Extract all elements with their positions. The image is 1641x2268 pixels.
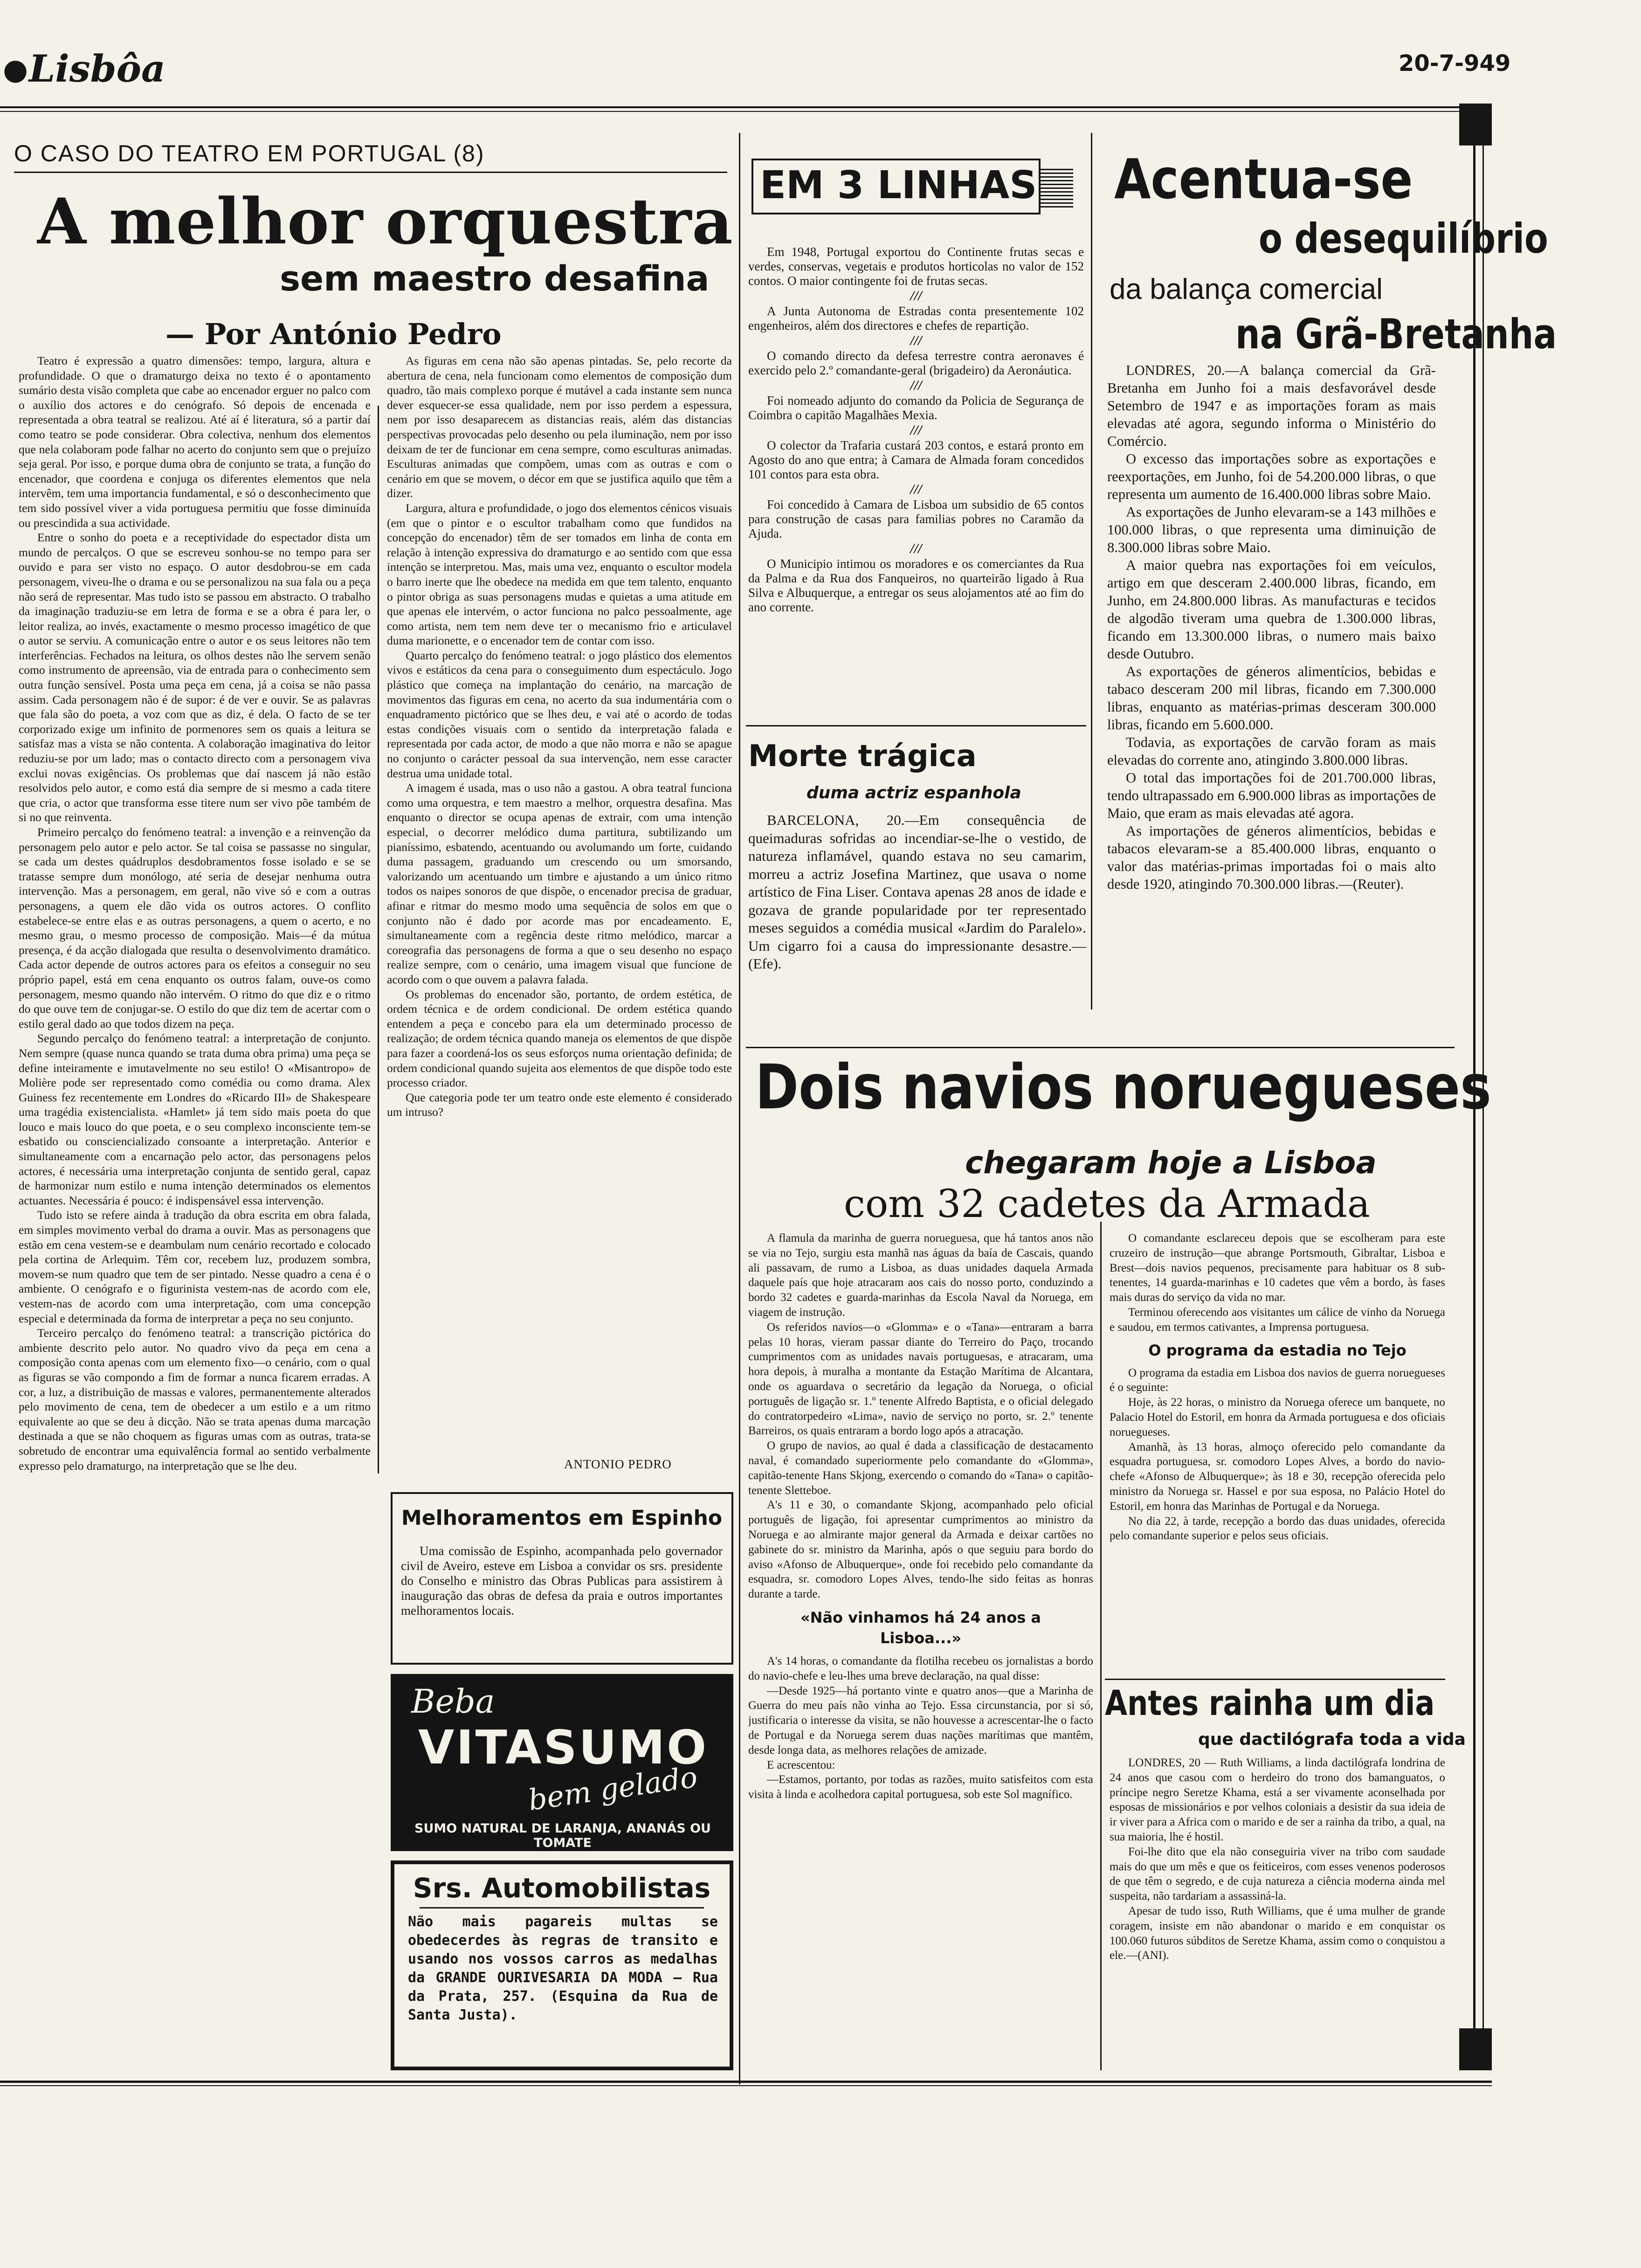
teatro-paragraph: Largura, altura e profundidade, o jogo dos elementos cénicos visuais (em que o pintor e o escultor trabalham como que fundidos na concepção do encenador) têm de ser tomados em linha de conta em relação à intenção expressiva do dramaturgo e ao sentido com que essa intenção se interpretou. Mas, mais uma vez, enquanto o escultor modela o barro inerte que lhe obedece na medida em que tem talento, enquanto o pintor obriga as suas personagens mudas e quietas a uma atitude em que apenas ele intervém, o actor funciona no palco pessoalmente, age como artista, nem tem nem deve ter o mecanismo frio e articulavel duma marionette, e o encenador tem de contar com isso. [387, 501, 732, 648]
navios-paragraph: A flamula da marinha de guerra norueguesa, que há tantos anos não se via no Tejo, surgiu esta manhã nas águas da baía de Cascais, quando ali passavam, de rumo a Lisboa, as duas unidades daquela Armada daquele país que hoje atracaram aos cais do nosso porto, conduzindo a bordo 32 cadetes e guarda-marinhas da Escola Naval da Noruega, em viagem de instrução. [748, 1232, 1093, 1319]
rainha-paragraph: LONDRES, 20 — Ruth Williams, a linda dactilógrafa londrina de 24 anos que casou com o herdeiro do trono dos bamanguatos, o príncipe negro Seretze Khama, está a ser vivamente aconselhada por esposas de missionários e por velhos coloniais a desistir da sua ideia de ir viver para a Africa com o marido e de ser a rainha da tribo, a qual, na sua maioria, lhe é hostil. [1110, 1756, 1445, 1843]
em3linhas-hatch [1041, 168, 1073, 207]
navios-paragraph: —Estamos, portanto, por todas as razões, muito satisfeitos com esta visita à linda e acolhedora capital portuguesa, sob este Sol magnífico. [748, 1773, 1093, 1801]
column-rule [378, 406, 379, 1473]
teatro-paragraph: Terceiro percalço do fenómeno teatral: a transcrição pictórica do ambiente descrito pelo autor. No quadro vivo da peça em cena a composição conta apenas com um elemento fixo—o cenário, com o qual as figuras se vão compondo a fim de formar a nunca ficarem erradas. A cor, a luz, a distribuição de massas e valores, permanentemente alterados pelo movimento de cena, tem de obedecer a um estilo e a um ritmo equivalente ao que se deu à dicção. Não se trata apenas duma marcação destinada a que se não choquem as figuras umas com as outras, trata-se sobretudo de encontrar uma equivalência formal ao sentido verbalmente expresso pelo dramaturgo, na interpretação que se lhe deu. [19, 1326, 371, 1473]
bottom-rule [0, 2081, 1492, 2083]
column-rule [739, 133, 740, 2084]
morte-subtitle: duma actriz espanhola [807, 783, 1021, 802]
masthead-bullet: ● [3, 52, 28, 86]
em3linhas-item: Foi concedido à Camara de Lisboa um subsidio de 65 contos para construção de casas para familias pobres no Caramão da Ajuda. [748, 498, 1084, 540]
series-underline [14, 172, 727, 173]
separator-slashes: /// [910, 482, 922, 497]
navios-headline: Dois navios noruegueses [755, 1051, 1491, 1123]
teatro-signature: ANTONIO PEDRO [564, 1457, 672, 1471]
teatro-paragraph: Os problemas do encenador são, portanto, de ordem estética, de ordem técnica e de ordem condicional. De ordem estética quando entendem a peça e concebo para ela um determinado processo de realização; de ordem técnica quando maneja os elementos de que dispõe para fazer a coordená-los os seus esforços numa orientação definida; de ordem condicional quando sujeita aos elementos de que dispõe todo este processo criador. [387, 987, 732, 1090]
acentua-paragraph: As exportações de géneros alimentícios, bebidas e tabaco desceram 200 mil libras, ficando em 7.300.000 libras, enquanto as matérias-primas desceram 300.000 libras, ficando em 5.600.000. [1107, 664, 1436, 733]
navios-paragraph: Amanhã, às 13 horas, almoço oferecido pelo comandante da esquadra portuguesa, sr. comodoro Lopes Alves, a bordo do navio-chefe «Afonso de Albuquerque»; às 18 e 30, recepção oferecida pelo ministro da Noruega sr. Hassel e por sua esposa, no Palácio Hotel do Estoril, em honra das Marinhas de Portugal e da Noruega. [1110, 1440, 1445, 1513]
em3linhas-title: EM 3 LINHAS [760, 163, 1037, 207]
rainha-paragraph: Apesar de tudo isso, Ruth Williams, que é uma mulher de grande coragem, insiste em não abandonar o marido e em conquistar os 100.060 futuros súbditos de Seretze Khama, assim como o conquistou a ele.—(ANI). [1110, 1904, 1445, 1962]
navios-paragraph: O grupo de navios, ao qual é dada a classificação de destacamento naval, é comandado superiormente pelo comandante do «Glomma», capitão-tenente Hans Skjong, exercendo o comando do «Tana» o capitão-tenente Sletteboe. [748, 1439, 1093, 1497]
espinho-title: Melhoramentos em Espinho [401, 1506, 723, 1530]
navios-paragraph: —Desde 1925—há portanto vinte e quatro anos—que a Marinha de Guerra do meu país não vinha ao Tejo. Essa circunstancia, por si só, justificaria o interesse da visita, se não houvesse a acrescentar-lhe o facto de Portugal e da Noruega serem duas nações marítimas que mantêm, desde longa data, as melhores relações de amizade. [748, 1684, 1093, 1756]
bottom-rule-thin [0, 2085, 1492, 2086]
separator-slashes: /// [910, 422, 922, 438]
series-title: O CASO DO TEATRO EM PORTUGAL (8) [14, 140, 485, 166]
navios-paragraph: Terminou oferecendo aos visitantes um cálice de vinho da Noruega e saudou, em termos cativantes, a Imprensa portuguesa. [1110, 1306, 1445, 1334]
teatro-paragraph: Quarto percalço do fenómeno teatral: o jogo plástico dos elementos vivos e estáticos da cena para o conseguimento dum espectáculo. Jogo plástico que começa na implantação do cenário, na marcação de movimentos das figuras em cena, no acerto da sua indumentária com o enquadramento pictórico que se lhes deu, e vai até o acordo de todas estas condições visuais com o sentido da interpretação falada e representada por cada actor, de modo a que não morra e não se apague no conjunto o carácter pessoal da sua intervenção, nem esse caracter destrua uma unidade total. [387, 648, 732, 780]
navios-deck-1: chegaram hoje a Lisboa [965, 1145, 1377, 1181]
separator-slashes: /// [910, 541, 922, 556]
teatro-subheadline: sem maestro desafina [280, 259, 710, 299]
teatro-paragraph: Segundo percalço do fenómeno teatral: a interpretação de conjunto. Nem sempre (quase nunca quando se trata duma obra prima) uma peça se define inteiramente e imutavelmente no seu estilo! O «Misantropo» de Molière pode ser representado como comédia ou como drama. Alex Guiness fez recentemente em Londres do «Ricardo III» de Shakespeare uma tragédia existencialista. «Hamlet» já tem sido mais poeta do que louco e mais louco do que poeta, e o seu complexo inconsciente tem-se esbatido ou consciencializado consoante a interpretação. Anterior e simultaneamente com a encarnação pelo actor, das personagens pelos actores, é necessária uma interpretação conjunta de sentido geral, capaz de harmonizar num estilo e numa intenção determinados os elementos actuantes. Necessária é pouco: é indispensável essa intervenção. [19, 1031, 371, 1207]
em3linhas-item: O Municipio intimou os moradores e os comerciantes da Rua da Palma e da Rua dos Fanqueiros, no quarteirão ligado à Rua Silva e Albuquerque, a entregar os seus alojamentos até ao fim do ano corrente. [748, 557, 1084, 614]
acentua-text [1107, 361, 1436, 893]
teatro-series-label [14, 140, 741, 167]
acentua-paragraph: A maior quebra nas exportações foi em veículos, artigo em que desceram 2.400.000 libras, ficando, em Junho, em 24.800.000 libras. As manufacturas e tecidos de algodão tiveram uma quebra de 1.300.000 libras, ficando em 13.300.000 libras, o numero mais baixo desde Outubro. [1107, 557, 1436, 662]
morte-text [748, 811, 1086, 973]
acentua-paragraph: LONDRES, 20.—A balança comercial da Grã-Bretanha em Junho foi a mais desfavorável desde Setembro de 1947 e as importações foram as mais elevadas até agora, segundo informa o Ministério do Comércio. [1107, 362, 1436, 449]
navios-paragraph: E acrescentou: [767, 1758, 835, 1771]
vitasumo-ad [391, 1674, 733, 1851]
teatro-paragraph: A imagem é usada, mas o uso não a gastou. A obra teatral funciona como uma orquestra, e tem maestro a melhor, orquestra desafina. Mas enquanto o director se ocupa apenas de extrair, com uma intenção especial, o decorrer melódico duma partitura, subtilizando um pianíssimo, esbatendo, acentuando ou avolumando um forte, cuidando duma passagem, graduando um crescendo ou um smorsando, valorizando um acentuando um timbre e ajustando a um único ritmo todos os naipes sonoros de que dispõe, o encenador precisa de graduar, afinar e ritmar do mesmo modo uma sequência de solos em que o conjunto não é dado por acorde mas por encadeamento. E, simultaneamente com a regência deste ritmo melódico, marcar a coreografia das personagens de forma a que o seu desenho no espaço realize sempre, com o cenário, uma imagem visual que funcione de acordo com o que ouvem a palavra falada. [387, 781, 732, 986]
teatro-byline: — Por António Pedro [165, 317, 502, 351]
separator-slashes: /// [910, 378, 922, 393]
navios-paragraph: A's 11 e 30, o comandante Skjong, acompanhado pelo oficial português de ligação, foi apresentar cumprimentos ao ministro da Noruega e ao almirante major general da Armada e deixar cartões no gabinete do sr. ministro da Marinha, após o que seguiu para bordo do aviso «Afonso de Albuquerque», onde foi recebido pelo comandante da esquadra, sr. comodoro Lopes Alves, tendo-lhe sido feitas as honras durante a tarde. [748, 1499, 1093, 1601]
morte-paragraph: BARCELONA, 20.—Em consequência de queimaduras sofridas ao incendiar-se-lhe o vestido, de natureza inflamável, quando estava no seu camarim, morreu a actriz Josefina Martinez, que usava o nome artístico de Fina Liser. Contava apenas 28 anos de idade e gozava de grande popularidade por ter representado meses seguidos a comédia musical «Jardim do Paralelo». Um cigarro foi a causa do impressionante desastre.—(Efe). [748, 812, 1086, 972]
vitasumo-script-top: Beba [411, 1682, 495, 1721]
automobilistas-text: Não mais pagareis multas se obedecerdes às regras de transito e usando nos vossos carros as medalhas da GRANDE OURIVESARIA DA MODA — Rua da Prata, 257. (Esquina da Rua de Santa Justa). [408, 1914, 718, 2023]
teatro-paragraph: Que categoria pode ter um teatro onde este elemento é considerado um intruso? [387, 1090, 732, 1119]
acentua-title-3: da balança comercial [1110, 273, 1383, 305]
navios-paragraph: No dia 22, à tarde, recepção a bordo das duas unidades, oferecida pelo comandante superior e pelos seus oficiais. [1110, 1514, 1445, 1542]
vitasumo-brand: VITASUMO [418, 1720, 709, 1775]
acentua-paragraph: Todavia, as exportações de carvão foram as mais elevadas do corrente ano, atingindo 3.800.000 libras. [1107, 734, 1436, 768]
teatro-column-2 [387, 353, 732, 1452]
masthead-rule-thin [0, 111, 1462, 112]
acentua-paragraph: As exportações de Junho elevaram-se a 143 milhões e 100.000 libras, o que representa uma diminuição de 8.300.000 libras sobre Maio. [1107, 504, 1436, 555]
navios-paragraph: Hoje, às 22 horas, o ministro da Noruega oferece um banquete, no Palacio Hotel do Estoril, em honra da Armada portuguesa e dos oficiais noruegueses. [1110, 1396, 1445, 1438]
em3linhas-item: Em 1948, Portugal exportou do Continente frutas secas e verdes, conservas, vegetais e produtos horticolas no valor de 152 contos. O maior contingente foi de frutas secas. [748, 245, 1084, 288]
teatro-paragraph: Teatro é expressão a quatro dimensões: tempo, largura, altura e profundidade. O que o dramaturgo deixa no texto é o apontamento sumário desta visão completa que cabe ao encenador erguer no palco com o auxílio dos actores e do cenógrafo. Só depois de encenada e representada a obra teatral se realizou. Até aí é literatura, só a partir daí como teatro se pode considerar. Obra colectiva, nenhum dos elementos que nela colaboram pode falhar no acerto do conjunto sem que o prejuízo seja geral. Por isso, e porque duma obra de conjunto se trata, a função do encenador, que coordena e conjuga os diferentes elementos que nela intervêm, tem uma importancia fundamental, e só o desconhecimento que tem sido possível viver a vida portuguesa permitiu que fosse diminuída ou prescindida a sua actividade. [19, 354, 371, 530]
em3linhas-item: O colector da Trafaria custará 203 contos, e estará pronto em Agosto do ano que entra; à Camara de Almada foram concedidos 101 contos para esta obra. [748, 438, 1084, 481]
vitasumo-tagline: SUMO NATURAL DE LARANJA, ANANÁS OU TOMATE [414, 1821, 711, 1850]
navios-subhead: «Não vinhamos há 24 anos a Lisboa...» [800, 1608, 1041, 1647]
em3linhas-item: O comando directo da defesa terrestre contra aeronaves é exercido pelo 2.º comandante-geral (brigadeiro) da Aeronáutica. [748, 349, 1084, 377]
teatro-paragraph: As figuras em cena não são apenas pintadas. Se, pelo recorte da abertura de cena, nela funcionam como elementos de composição dum quadro, tão mais complexo porque é mutável a cada instante sem nunca dever esquecer-se essa qualidade, nem por isso perdem a espessura, nem por isso desaparecem as distancias reais, além das distancias perspectivas provocadas pelo desenho ou pela iluminação, nem por isso deixam de ter de funcionar em cena sempre, como esculturas animadas. Esculturas animadas que compõem, umas com as outras e com o cenário em que se movem, o décor em que se justifica aquilo que têm a dizer. [387, 354, 732, 500]
separator-slashes: /// [910, 333, 922, 348]
section-rule [1105, 1679, 1445, 1680]
masthead [0, 47, 1641, 103]
navios-column-2 [1110, 1231, 1445, 1693]
em3linhas-item: A Junta Autonoma de Estradas conta presentemente 102 engenheiros, além dos directores e chefes de repartição. [748, 304, 1084, 332]
column-rule [1100, 1222, 1102, 2070]
espinho-text: Uma comissão de Espinho, acompanhada pelo governador civil de Aveiro, esteve em Lisboa a convidar os srs. presidente do Conselho e ministro das Obras Publicas para assistirem à inauguração das obras de defesa da praia e outros importantes melhoramentos locais. [401, 1544, 723, 1618]
acentua-paragraph: O excesso das importações sobre as exportações e reexportações, em Junho, foi de 54.200.000 libras, o que representa um aumento de 16.400.000 libras sobre Maio. [1107, 451, 1436, 502]
navios-paragraph: Os referidos navios—o «Glomma» e o «Tana»—entraram a barra pelas 10 horas, vieram passar diante do Terreiro do Paço, trocando cumprimentos com as unidades navais portuguesas, e atracaram, uma hora depois, à muralha a montante da Estação Marítima de Alcantara, onde os aguardava o secretário da legação da Noruega, o oficial português de ligação sr. 1.º tenente Alfredo Baptista, e o oficial delegado do contratorpedeiro «Lima», navio de serviço no porto, sr. 2.º tenente Barreiros, os quais entraram a bordo logo após a atracação. [748, 1321, 1093, 1438]
rainha-paragraph: Foi-lhe dito que ela não conseguiria viver na tribo com saudade mais do que um mês e que os feiticeiros, com esses venenos poderosos de que têm o segredo, e de cuja natureza a ciência moderna ainda mel suspeita, não tardariam a assassiná-la. [1110, 1845, 1445, 1903]
teatro-headline: A melhor orquestra [37, 184, 733, 258]
automobilistas-rule [420, 1907, 704, 1908]
margin-bar [1459, 104, 1492, 145]
navios-deck-2: com 32 cadetes da Armada [844, 1182, 1370, 1226]
teatro-column-1 [19, 353, 371, 2065]
teatro-paragraph: Primeiro percalço do fenómeno teatral: a invenção e a reinvenção da personagem pelo autor e pelo actor. Se tal coisa se passasse no singular, se cada um destes quádruplos desdobramentos fosse isolado e se se tratasse sempre dum monólogo, até seria de desejar nenhuma outra intervenção. Mas a personagem, em geral, não vive só e com a outras personagens, a quem ele dão vida os outros actores. O conflito estabelece-se entre elas e as outras personagens, a quem o acerto, e no mesmo grau, o mesmo processo de composição. Mais—é da mútua presença, é da acção dialogada que resulta o desenvolvimento dramático. Cada actor depende de outros actores para os efeitos a conseguir no seu próprio papel, está em cena enquanto os outros falam, ouve-os como personagem, mesmo quando não intervém. O ritmo do que diz e o ritmo do que ouve tem de conjugar-se. O estilo do que diz tem de acertar com o estilo geral dado ao que todos dizem na peça. [19, 825, 371, 1030]
rainha-title: Antes rainha um dia [1105, 1683, 1435, 1723]
vitasumo-script-bottom: bem gelado [526, 1759, 700, 1818]
teatro-paragraph: Entre o sonho do poeta e a receptividade do espectador dista um mundo de percalços. O que se escreveu sonhou-se no tempo para ser ouvido e para ser visto no espaço. O autor desdobrou-se em cada personagem, viveu-lhe o drama e ou se personalizou na sua fala ou a peça não será de representar. Mas tudo isto se passou em abstracto. O trabalho da imaginação traduziu-se em letra de forma e se a obra é para ler, o leitor realiza, ao invés, exactamente o mesmo processo imagético de que o autor se serviu. A comunicação entre o autor e os seus leitores não tem interferências. Fechados na leitura, os olhos destes não lhe servem senão como instrumento de apreensão, via de entrada para o conhecimento sem outra função sensível. Posta uma peça em cena, já a coisa se não passa assim. Cada personagem não é de supor: é de ver e ouvir. Se as palavras que fala são do poeta, a voz com que as diz, é dela. O facto de se ter corporizado exige um infinito de pormenores sem os quais a leitura se satisfaz mas a vista se não contenta. A colaboração imaginativa do leitor reduziu-se por um lado; mas o contacto directo com a personagem viva exclui novas exigências. Os problemas que daí nascem já não estão resolvidos pelo autor, e como está dia sempre de si mesmo a cada titere que cria, o actor que transforma esse titere num ser vivo põe também de si no que reinventa. [19, 531, 371, 824]
navios-subhead-2: O programa da estadia no Tejo [1148, 1341, 1407, 1359]
automobilistas-title: Srs. Automobilistas [413, 1872, 711, 1904]
acentua-title-4: na Grã-Bretanha [1235, 310, 1557, 358]
section-rule [746, 725, 1086, 726]
margin-bar [1459, 2028, 1492, 2070]
morte-title: Morte trágica [748, 739, 977, 774]
navios-paragraph: O programa da estadia em Lisboa dos navios de guerra noruegueses é o seguinte: [1110, 1366, 1445, 1394]
paper-name: Lisbôa [29, 47, 165, 90]
teatro-paragraph: Tudo isto se refere ainda à tradução da obra escrita em obra falada, em simples movimento verbal do drama a ouvir. Mas as personagens que estão em cena vestem-se e deambulam num cenário recortado e colocado pela cortina de Arlequim. Têm cor, recebem luz, produzem sombra, movem-se num quadro que tem de ser pintado. Nesse quadro a cena é o ambiente. O cenógrafo e o figurinista vestem-nas de acordo com ele, vestem-nas de acordo com uma interpretação, com uma concepção especial e determinada da forma de interpretar a peça no seu conjunto. [19, 1208, 371, 1325]
em3linhas-item: Foi nomeado adjunto do comando da Policia de Segurança de Coimbra o capitão Magalhães Mexia. [748, 394, 1084, 422]
section-rule [746, 1047, 1455, 1048]
acentua-title-2: o desequilíbrio [1259, 214, 1548, 263]
masthead-rule [0, 106, 1462, 108]
acentua-paragraph: O total das importações foi de 201.700.000 libras, tendo ultrapassado em 6.900.000 libras as importações de Maio, que eram as mais elevadas até agora. [1107, 770, 1436, 821]
column-rule [1091, 133, 1092, 1010]
rainha-text [1110, 1756, 1445, 2063]
issue-date: 20-7-949 [1399, 50, 1511, 76]
acentua-paragraph: As importações de géneros alimentícios, bebidas e tabacos elevaram-se a 85.400.000 libras, enquanto o valor das matérias-primas importadas foi o mais alto desde 1920, atingindo 70.300.000 libras.—(Reuter). [1107, 823, 1436, 892]
rainha-subtitle: que dactilógrafa toda a vida [1198, 1730, 1466, 1749]
navios-paragraph: A's 14 horas, o comandante da flotilha recebeu os jornalistas a bordo do navio-chefe e leu-lhes uma breve declaração, na qual disse: [748, 1654, 1093, 1682]
separator-slashes: /// [910, 288, 922, 304]
navios-paragraph: O comandante esclareceu depois que se escolheram para este cruzeiro de instrução—que abrange Portsmouth, Gibraltar, Lisboa e Brest—dois navios pequenos, precisamente para habituar os 8 sub-tenentes, 14 guarda-marinhas e 10 cadetes que vêm a bordo, às fases mais duras do serviço da vida no mar. [1110, 1232, 1445, 1304]
em3linhas-list [748, 245, 1084, 615]
navios-column-1 [748, 1231, 1093, 2070]
acentua-title-1: Acentua-se [1114, 147, 1413, 211]
